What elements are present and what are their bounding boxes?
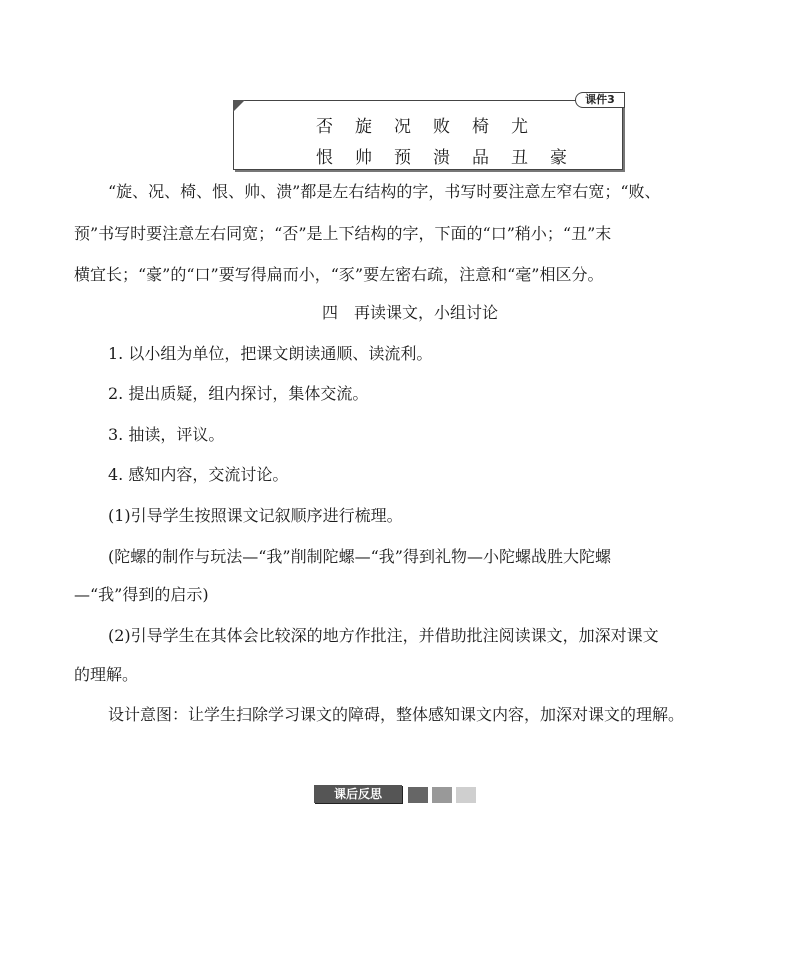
vocab-char: 预 bbox=[394, 148, 411, 168]
courseware-tag: 课件3 bbox=[575, 92, 625, 108]
list-item: 3. 抽读，评议。 bbox=[108, 425, 225, 444]
list-item: 1. 以小组为单位，把课文朗读通顺、读流利。 bbox=[108, 344, 433, 363]
vocabulary-row-1 bbox=[316, 112, 550, 137]
section-heading: 四 再读课文，小组讨论 bbox=[322, 303, 499, 322]
vocab-char: 椅 bbox=[472, 117, 489, 137]
list-item: 4. 感知内容，交流讨论。 bbox=[108, 465, 289, 484]
paragraph-line: “旋、况、椅、恨、帅、溃”都是左右结构的字，书写时要注意左窄右宽；“败、 bbox=[108, 182, 661, 201]
vocab-char: 丑 bbox=[511, 148, 528, 168]
sub-item: 的理解。 bbox=[74, 665, 139, 684]
vocab-char: 尤 bbox=[511, 117, 528, 137]
vocab-char: 帅 bbox=[355, 148, 372, 168]
vocab-char: 品 bbox=[472, 148, 489, 168]
vocab-char: 豪 bbox=[550, 148, 567, 168]
banner-square-decoration bbox=[432, 787, 452, 803]
paragraph-line: 预”书写时要注意左右同宽；“否”是上下结构的字，下面的“口”稍小；“丑”末 bbox=[74, 224, 612, 243]
box-corner-decoration bbox=[233, 100, 245, 112]
vocab-char: 恨 bbox=[316, 148, 333, 168]
sub-item-note: (陀螺的制作与玩法—“我”削制陀螺—“我”得到礼物—小陀螺战胜大陀螺 bbox=[108, 547, 611, 566]
sub-item: (1)引导学生按照课文记叙顺序进行梳理。 bbox=[108, 506, 403, 525]
vocab-char: 旋 bbox=[355, 117, 372, 137]
vocab-char: 况 bbox=[394, 117, 411, 137]
vocab-char: 溃 bbox=[433, 148, 450, 168]
list-item: 2. 提出质疑，组内探讨，集体交流。 bbox=[108, 384, 369, 403]
sub-item-note: —“我”得到的启示) bbox=[74, 585, 209, 604]
paragraph-line: 横宜长；“豪”的“口”要写得扁而小，“豕”要左密右疏，注意和“毫”相区分。 bbox=[74, 265, 604, 284]
vocab-char: 否 bbox=[316, 117, 333, 137]
sub-item: (2)引导学生在其体会比较深的地方作批注，并借助批注阅读课文，加深对课文 bbox=[108, 626, 659, 645]
vocabulary-row-2 bbox=[316, 143, 589, 168]
vocab-char: 败 bbox=[433, 117, 450, 137]
banner-square-decoration bbox=[456, 787, 476, 803]
reflection-title: 课后反思 bbox=[314, 785, 402, 803]
banner-square-decoration bbox=[408, 787, 428, 803]
design-intent: 设计意图：让学生扫除学习课文的障碍，整体感知课文内容，加深对课文的理解。 bbox=[108, 705, 685, 724]
